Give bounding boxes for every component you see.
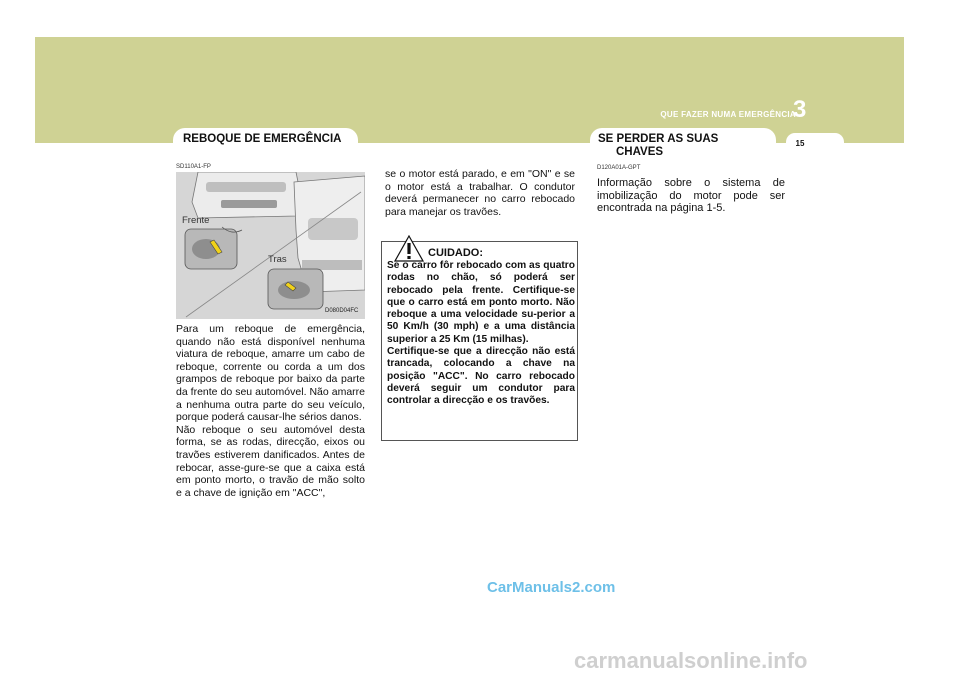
continuation-paragraph: se o motor está parado, e em "ON" e se o motor está a trabalhar. O condutor deverá permanecer no carro rebocado para manejar os travões. [385, 168, 575, 218]
caution-text-part-1: Se o carro fôr rebocado com as quatro rodas no chão, só poderá ser rebocado pela frente. Certifique-se que o carro está em ponto morto. Não reboque a uma velocidade su-perior a 50 Km/h (30 mph) e a uma distância superior a 25 Km (15 milhas). [387, 260, 575, 345]
chapter-number: 3 [793, 96, 807, 123]
section-tab-lost-keys [590, 128, 776, 158]
figure-code: D080D04FC [325, 308, 359, 314]
caution-text [387, 260, 575, 408]
warning-triangle-icon [394, 235, 424, 262]
caution-title: CUIDADO: [428, 247, 483, 259]
caution-box [381, 241, 578, 441]
caution-text-part-2: Certifique-se que a direcção não está trancada, colocando a chave na posição "ACC". No carro rebocado deverá seguir um condutor para controlar a direcção e os travões. [387, 346, 575, 407]
paragraph-2: Não reboque o seu automóvel desta forma, se as rodas, direcção, eixos ou travões estiverem danificados. Antes de rebocar, asse-gure-se que a caixa está em ponto morto, o travão de mão solto e a chave de ignição em "ACC", [176, 423, 365, 499]
section-title-line-2: CHAVES [616, 146, 664, 158]
section-title-line-1: SE PERDER AS SUAS [598, 133, 719, 145]
body-paragraph [176, 323, 365, 499]
paragraph-1: Para um reboque de emergência, quando não está disponível nenhuma viatura de reboque, amarre um cabo de reboque, corrente ou corda a um dos grampos de reboque por baixo da parte da frente do seu automóvel. Não amarre a nenhuma outra parte do seu veículo, porque poderá causar-lhe sérios danos. [176, 323, 365, 424]
car-towing-hooks-icon [176, 172, 365, 319]
section-tab-emergency-towing [173, 128, 358, 150]
section-title: REBOQUE DE EMERGÊNCIA [183, 133, 342, 145]
watermark-carmanuals2[interactable]: CarManuals2.com [487, 579, 616, 596]
chapter-title: QUE FAZER NUMA EMERGÊNCIA [660, 110, 796, 119]
keys-paragraph: Informação sobre o sistema de imobilização do motor pode ser encontrada na página 1-5. [597, 177, 785, 214]
page-number: 15 [795, 139, 805, 148]
section-title-lost-keys [598, 133, 718, 159]
figure-label-rear: Tras [268, 254, 287, 265]
reference-code: SD110A1-FP [176, 164, 211, 170]
figure-label-front: Frente [182, 215, 210, 226]
header-band [35, 37, 904, 143]
reference-code-keys: D120A01A-GPT [597, 165, 641, 171]
watermark-carmanualsonline[interactable]: carmanualsonline.info [574, 648, 808, 673]
towing-illustration [176, 172, 365, 319]
